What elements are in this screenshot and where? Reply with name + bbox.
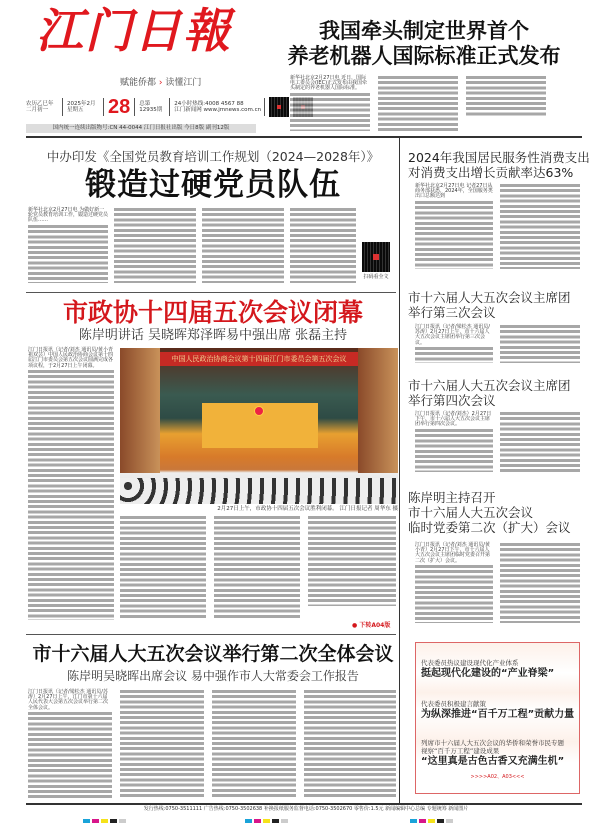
r4-column — [415, 543, 493, 623]
story3-body — [28, 712, 112, 799]
r1-body — [500, 184, 580, 269]
qr-code-icon[interactable] — [362, 242, 390, 272]
story3-subtitle: 陈岸明吴晓晖出席会议 易中强作市人大常委会工作报告 — [67, 669, 359, 683]
top-story-lead: 新华社北京2月27日电 近日，国际电工委员会(IEC)正式发布由我国牵头制定的养老机器人国际标准。 — [290, 75, 368, 92]
story1-body — [290, 208, 356, 283]
lunar-date: 农历乙巳年 二月初一 — [26, 100, 54, 113]
story1-body — [28, 225, 108, 283]
r4-body — [415, 565, 493, 623]
story2-column — [28, 348, 114, 620]
title-line: 对消费支出增长贡献率达63% — [408, 165, 574, 180]
hotline: 24小时热线:4008 4567 88 — [174, 100, 244, 107]
top-story-title[interactable] — [268, 18, 580, 68]
title-line: 我国牵头制定世界首个 — [319, 18, 529, 43]
box-kicker: 列席市十六届人大五次会议的华侨和荣誉市民专题视察“百千万工程”建设成果 — [421, 739, 564, 755]
story3-column — [28, 690, 112, 799]
box-pages-link[interactable]: >>>>A02、A03<<< — [470, 774, 525, 780]
top-story-column — [290, 76, 370, 131]
story2-body — [214, 516, 300, 620]
date-bar — [26, 95, 313, 119]
story1-column — [28, 208, 108, 283]
r4-lead: 江门日报讯（记者/刘杰 通讯员/黄小青）2月27日下午，市十六届人大五次会议主席团临时党委召开第二次（扩大）会议。 — [415, 542, 491, 564]
title-line: 2024年我国居民服务性消费支出 — [408, 150, 590, 165]
r3-lead: 江门日报讯（记者/刘杰）2月27日下午，市十六届人大五次会议主席团举行第四次会议。 — [415, 411, 492, 428]
story1-body — [114, 208, 196, 283]
box-item[interactable] — [416, 659, 579, 680]
r2-lead: 江门日报讯（记者/梁松杰 通讯员/苏涛）2月27日上午，市十六届人大五次会议主席团举行第三次会议。 — [415, 324, 490, 346]
r2-body — [415, 347, 493, 363]
emblem-icon — [254, 406, 264, 416]
masthead-logo: 江门日報 — [36, 4, 232, 59]
story2-body — [28, 370, 114, 620]
box-headline: “这里真是古色古香又充满生机” — [421, 756, 565, 767]
divider — [26, 292, 396, 293]
box-item[interactable] — [416, 700, 579, 721]
story1-subtitle: 中办印发《全国党员教育培训工作规划（2024—2028年）》 — [46, 149, 380, 164]
r4-body — [500, 543, 580, 623]
day-number: 28 — [108, 96, 131, 118]
top-story-body — [290, 93, 370, 131]
contact — [174, 101, 260, 114]
publication-number: 国内统一连续出版物号:CN 44-0044 江门日报社出版 今日8版 副刊12版 — [26, 124, 256, 133]
story3-body — [212, 690, 296, 799]
r3-body — [500, 412, 580, 472]
title-line: 举行第四次会议 — [408, 393, 496, 408]
slogan-right: 读懂江门 — [165, 78, 202, 88]
story2-lead: 江门日报讯（记者/刘杰 通讯员/黄小青 祖双芸）中国人民政治协商会议第十四届江门市委员会第五次会议圆满完成各项议程，于2月27日上午闭幕。 — [28, 347, 114, 369]
r1-body — [415, 201, 493, 269]
r3-title[interactable] — [408, 378, 583, 408]
title-line: 市十六届人大五次会议主席团 — [408, 290, 571, 305]
divider — [26, 803, 582, 805]
r1-lead: 新华社北京2月27日电 记者27日从商务部获悉，2024年，全国服务类出口总额达到 — [415, 183, 493, 200]
title-line: 举行第三次会议 — [408, 305, 496, 320]
color-registration-marks — [83, 819, 126, 823]
title-line: 养老机器人国际标准正式发布 — [287, 43, 561, 68]
issue — [139, 101, 165, 114]
r1-title[interactable] — [408, 150, 590, 180]
slogan: 赋能侨都 › 读懂江门 — [120, 78, 202, 88]
title-line: 临时党委第二次（扩大）会议 — [408, 520, 571, 535]
footer-info: 发行热线:0750-3511111 广告热线:0750-3502638 补换报纸服务监督电话:0750-3502670 零售价:1.5元 新闻编辑中心总编 专题统筹 新闻图片 — [143, 806, 469, 812]
qr-code-icon[interactable] — [269, 97, 289, 117]
title-line: 陈岸明主持召开 — [408, 490, 496, 505]
related-stories-box — [415, 642, 580, 794]
issue-number: 12935期 — [139, 107, 163, 113]
top-story-body — [466, 76, 546, 116]
photo-caption: 2月27日上午，市政协十四届五次会议胜利闭幕。 江门日报记者 周华东 摄 — [217, 506, 398, 512]
title-line: 市十六届人大五次会议主席团 — [408, 378, 571, 393]
story1-lead: 新华社北京2月27日电 为做好新一轮党员教育培训工作，锻造过硬党员队伍…… — [28, 207, 109, 224]
r2-title[interactable] — [408, 290, 583, 320]
box-kicker: 代表委员热议建设现代化产业体系 — [421, 659, 519, 667]
photo-banner: 中国人民政治协商会议第十四届江门市委员会第五次会议 — [160, 352, 358, 366]
color-registration-marks — [245, 819, 288, 823]
column-divider — [399, 138, 400, 804]
continued-label: 下转A04版 — [359, 622, 391, 629]
r2-body — [500, 325, 580, 363]
date: 2025年2月 星期五 — [67, 100, 96, 113]
box-headline: 为纵深推进“百千万工程”贡献力量 — [421, 709, 575, 720]
story3-title[interactable]: 市十六届人大五次会议举行第二次全体会议 — [32, 643, 394, 665]
issue-label: 总第 — [139, 100, 151, 107]
top-story-body — [378, 76, 458, 131]
r2-column — [415, 325, 493, 363]
box-item[interactable] — [416, 739, 579, 768]
divider — [26, 634, 396, 635]
story1-title[interactable]: 锻造过硬党员队伍 — [85, 167, 341, 203]
box-kicker: 代表委员积极建言献策 — [421, 700, 486, 708]
r3-body — [415, 429, 493, 472]
story2-title[interactable]: 市政协十四届五次会议闭幕 — [62, 298, 363, 327]
story3-body — [304, 690, 396, 799]
slogan-left: 赋能侨都 — [120, 78, 157, 88]
story1-body — [202, 208, 284, 283]
story3-lead: 江门日报讯（记者/梁松杰 通讯员/苏涛）2月27日上午，江门市第十六届人民代表大会第五次会议举行第二次全体会议。 — [28, 689, 109, 711]
website: 江门新闻网 www.jmnews.com.cn — [174, 107, 262, 113]
color-registration-marks — [410, 819, 453, 823]
story2-body — [120, 516, 206, 620]
r3-column — [415, 412, 493, 472]
box-headline: 挺起现代化建设的“产业脊梁” — [421, 668, 555, 679]
title-line: 市十六届人大五次会议 — [408, 505, 534, 520]
r4-title[interactable] — [408, 490, 583, 535]
conference-photo — [120, 348, 398, 504]
r1-column — [415, 184, 493, 269]
divider — [26, 136, 582, 138]
story2-body — [308, 516, 396, 606]
continued-link[interactable]: ● 下转A04版 — [352, 622, 391, 629]
qr-label: 扫码看全文 — [363, 274, 389, 280]
story2-subtitle: 陈岸明讲话 吴晓晖郑泽晖易中强出席 张磊主持 — [78, 328, 348, 343]
story3-body — [120, 690, 204, 799]
